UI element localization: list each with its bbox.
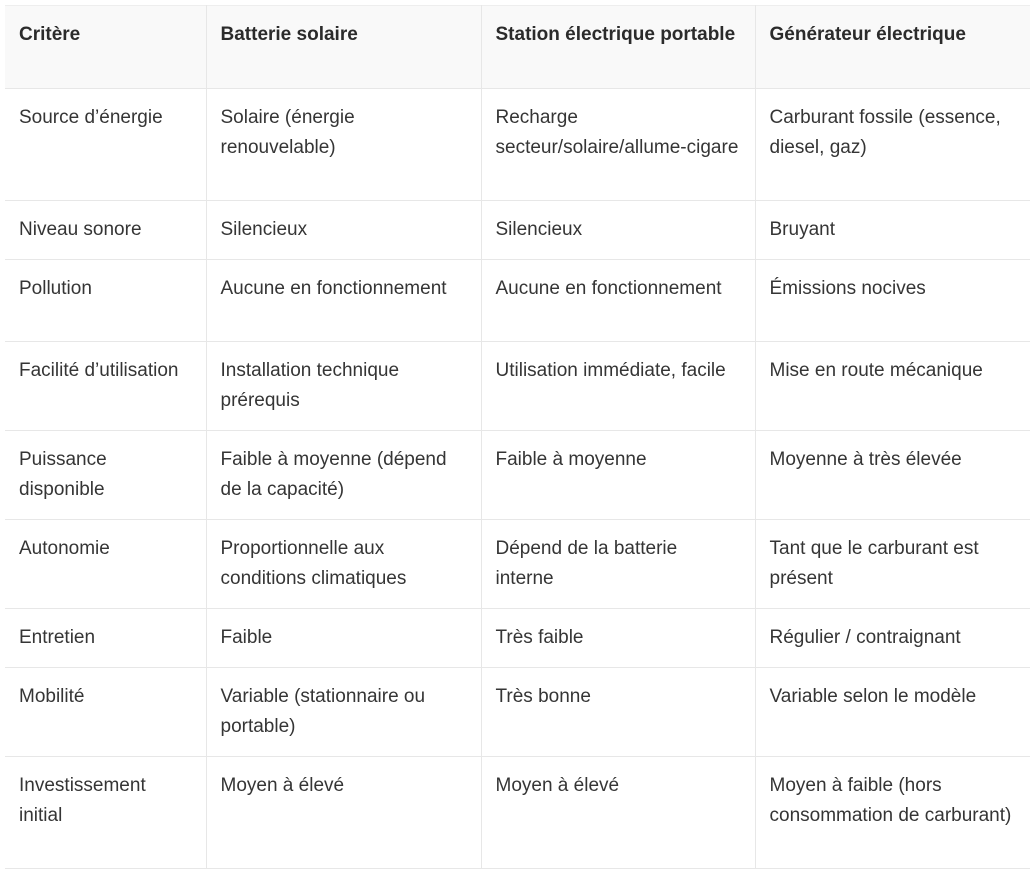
- table-cell: Autonomie: [5, 520, 206, 609]
- header-criterion: Critère: [5, 6, 206, 89]
- table-row: [5, 668, 1030, 757]
- table-cell: Entretien: [5, 609, 206, 668]
- table-row: [5, 201, 1030, 260]
- table-cell: Aucune en fonctionnement: [481, 260, 755, 342]
- table-cell: Moyenne à très élevée: [755, 431, 1030, 520]
- table-cell: Investissement initial: [5, 757, 206, 869]
- table-cell: Source d’énergie: [5, 89, 206, 201]
- table-row: [5, 757, 1030, 869]
- table-cell: Moyen à élevé: [206, 757, 481, 869]
- table-row: [5, 520, 1030, 609]
- table-cell: Pollution: [5, 260, 206, 342]
- table-cell: Mise en route mécanique: [755, 342, 1030, 431]
- table-cell: Faible à moyenne (dépend de la capacité): [206, 431, 481, 520]
- table-cell: Facilité d’utilisation: [5, 342, 206, 431]
- table-row: [5, 260, 1030, 342]
- table-cell: Aucune en fonctionnement: [206, 260, 481, 342]
- comparison-table-container: [5, 5, 1030, 869]
- table-cell: Variable (stationnaire ou portable): [206, 668, 481, 757]
- table-cell: Recharge secteur/solaire/allume-cigare: [481, 89, 755, 201]
- table-cell: Très bonne: [481, 668, 755, 757]
- table-cell: Émissions nocives: [755, 260, 1030, 342]
- comparison-table: [5, 5, 1030, 869]
- table-row: [5, 342, 1030, 431]
- table-cell: Silencieux: [481, 201, 755, 260]
- table-cell: Solaire (énergie renouvelable): [206, 89, 481, 201]
- table-cell: Mobilité: [5, 668, 206, 757]
- table-cell: Silencieux: [206, 201, 481, 260]
- table-cell: Très faible: [481, 609, 755, 668]
- table-cell: Variable selon le modèle: [755, 668, 1030, 757]
- header-portable-power-station: Station électrique portable: [481, 6, 755, 89]
- header-electric-generator: Générateur électrique: [755, 6, 1030, 89]
- table-cell: Installation technique prérequis: [206, 342, 481, 431]
- table-cell: Dépend de la batterie interne: [481, 520, 755, 609]
- table-row: [5, 609, 1030, 668]
- table-row: [5, 89, 1030, 201]
- table-cell: Tant que le carburant est présent: [755, 520, 1030, 609]
- table-cell: Proportionnelle aux conditions climatiques: [206, 520, 481, 609]
- table-cell: Utilisation immédiate, facile: [481, 342, 755, 431]
- table-cell: Faible: [206, 609, 481, 668]
- header-solar-battery: Batterie solaire: [206, 6, 481, 89]
- table-cell: Moyen à élevé: [481, 757, 755, 869]
- table-cell: Niveau sonore: [5, 201, 206, 260]
- table-header-row: [5, 6, 1030, 89]
- table-cell: Puissance disponible: [5, 431, 206, 520]
- table-cell: Moyen à faible (hors consommation de carburant): [755, 757, 1030, 869]
- table-cell: Carburant fossile (essence, diesel, gaz): [755, 89, 1030, 201]
- table-row: [5, 431, 1030, 520]
- table-cell: Faible à moyenne: [481, 431, 755, 520]
- table-cell: Bruyant: [755, 201, 1030, 260]
- table-cell: Régulier / contraignant: [755, 609, 1030, 668]
